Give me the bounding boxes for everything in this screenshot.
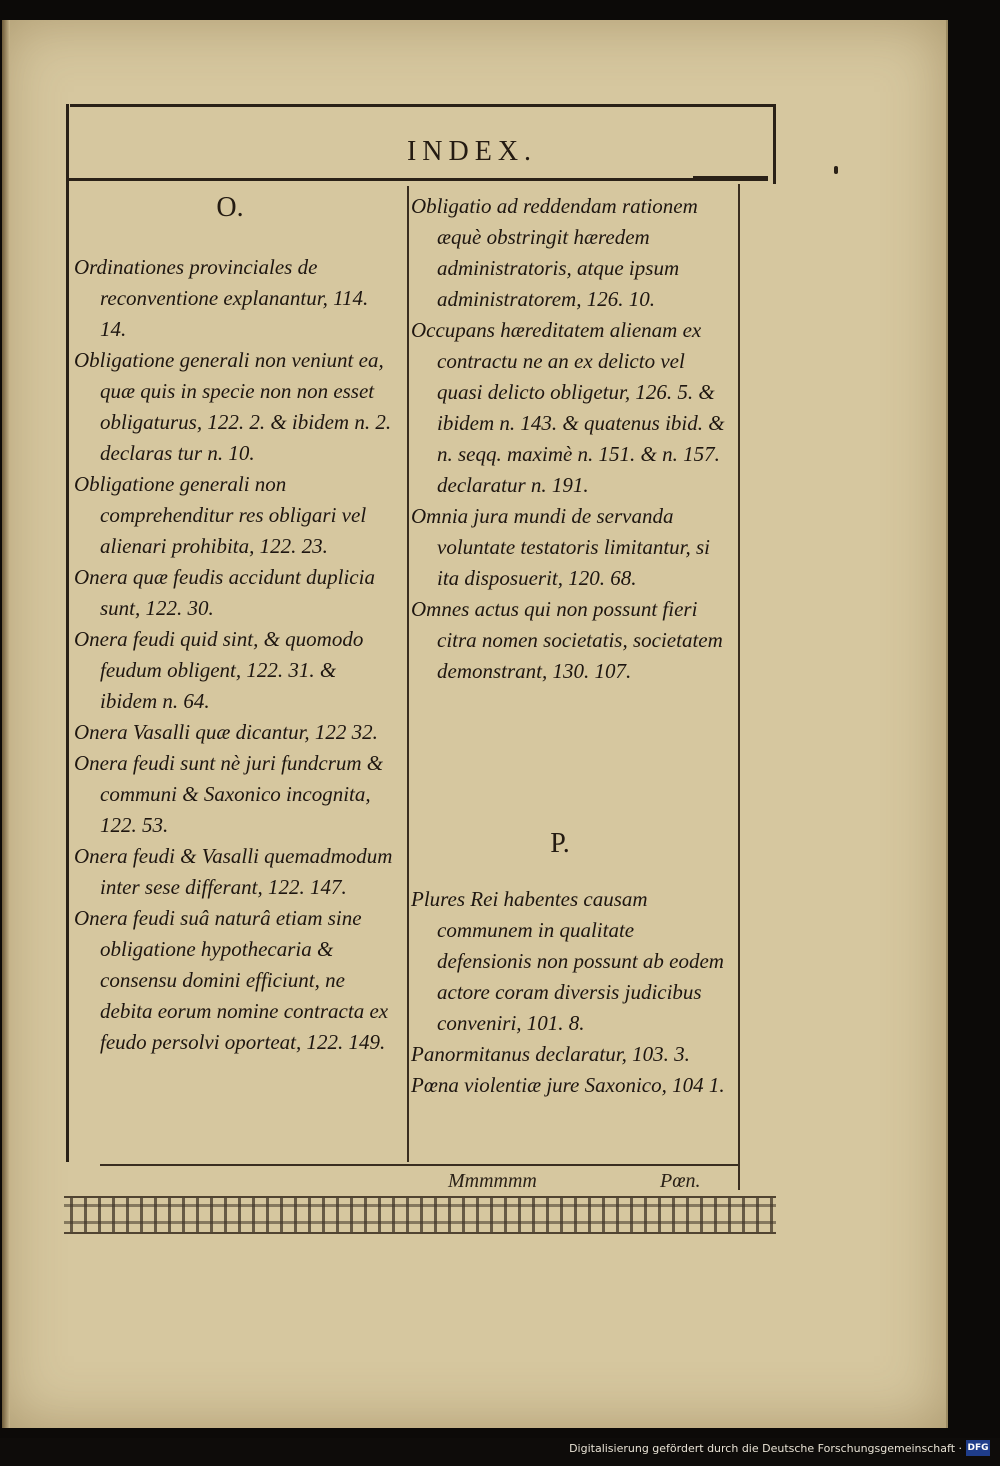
index-column-right-o (411, 191, 733, 687)
index-entry: Obligatione generali non veniunt ea, quæ quis in specie non non esset obligaturus, 122. 2. & ibidem n. 2. declaras tur n. 10. (74, 348, 392, 465)
index-entry: Onera feudi quid sint, & quomodo feudum obligent, 122. 31. & ibidem n. 64. (74, 627, 364, 713)
catchword: Pœn. (660, 1170, 701, 1192)
header-rule-right (693, 176, 768, 178)
index-entry: Obligatione generali non comprehenditur res obligari vel alienari prohibita, 122. 23. (74, 472, 367, 558)
page-spine-shadow (2, 20, 10, 1428)
page-title: INDEX. (406, 136, 538, 167)
frame-rule-right-lower (738, 184, 740, 1190)
index-entry: Onera feudi suâ naturâ etiam sine obligatione hypothecaria & consensu domini efficiunt, ne debita eorum nomine contracta ex feudo persolvi oporteat, 122. 149. (74, 906, 389, 1054)
index-column-right-p (411, 884, 733, 1101)
digitization-credit: Digitalisierung gefördert durch die Deutsche Forschungsgemeinschaft · (569, 1442, 962, 1455)
index-entry: Onera feudi & Vasalli quemadmodum inter sese differant, 122. 147. (74, 844, 393, 899)
column-divider (407, 186, 409, 1162)
index-entry: Plures Rei habentes causam communem in qualitate defensionis non possunt ab eodem actore coram diversis judicibus conveniri, 101. 8. (411, 887, 724, 1035)
frame-rule-left (66, 104, 69, 1162)
section-letter-p: P. (550, 828, 570, 859)
index-entry: Onera quæ feudis accidunt duplicia sunt, 122. 30. (74, 565, 375, 620)
printers-ornament-band (64, 1196, 776, 1234)
index-entry: Pœna violentiæ jure Saxonico, 104 1. (411, 1073, 725, 1097)
index-entry: Onera feudi sunt nè juri fundcrum & communi & Saxonico incognita, 122. 53. (74, 751, 384, 837)
signature-mark: Mmmmmm (448, 1170, 537, 1192)
index-entry: Onera Vasalli quæ dicantur, 122 32. (74, 720, 378, 744)
bottom-rule (100, 1164, 738, 1166)
index-column-left (74, 252, 396, 1058)
header-rule-bottom (68, 178, 768, 181)
section-letter-o: O. (216, 192, 244, 223)
index-entry: Obligatio ad reddendam rationem æquè obstringit hæredem administratoris, atque ipsum administratorem, 126. 10. (411, 194, 698, 311)
index-entry: Occupans hæreditatem alienam ex contractu ne an ex delicto vel quasi delicto obligetur, 126. 5. & ibidem n. 143. & quatenus ibid. & n. seqq. maximè n. 151. & n. 157. declaratur n. 191. (411, 318, 725, 497)
index-entry: Omnia jura mundi de servanda voluntate testatoris limitantur, si ita disposuerit, 120. 68. (411, 504, 711, 590)
index-entry: Panormitanus declaratur, 103. 3. (411, 1042, 690, 1066)
index-entry: Ordinationes provinciales de reconventione explanantur, 114. 14. (74, 255, 369, 341)
header-rule-top (70, 104, 776, 107)
index-entry: Omnes actus qui non possunt fieri citra nomen societatis, societatem demonstrant, 130. 107. (411, 597, 723, 683)
dfg-logo[interactable]: DFG (966, 1440, 990, 1456)
